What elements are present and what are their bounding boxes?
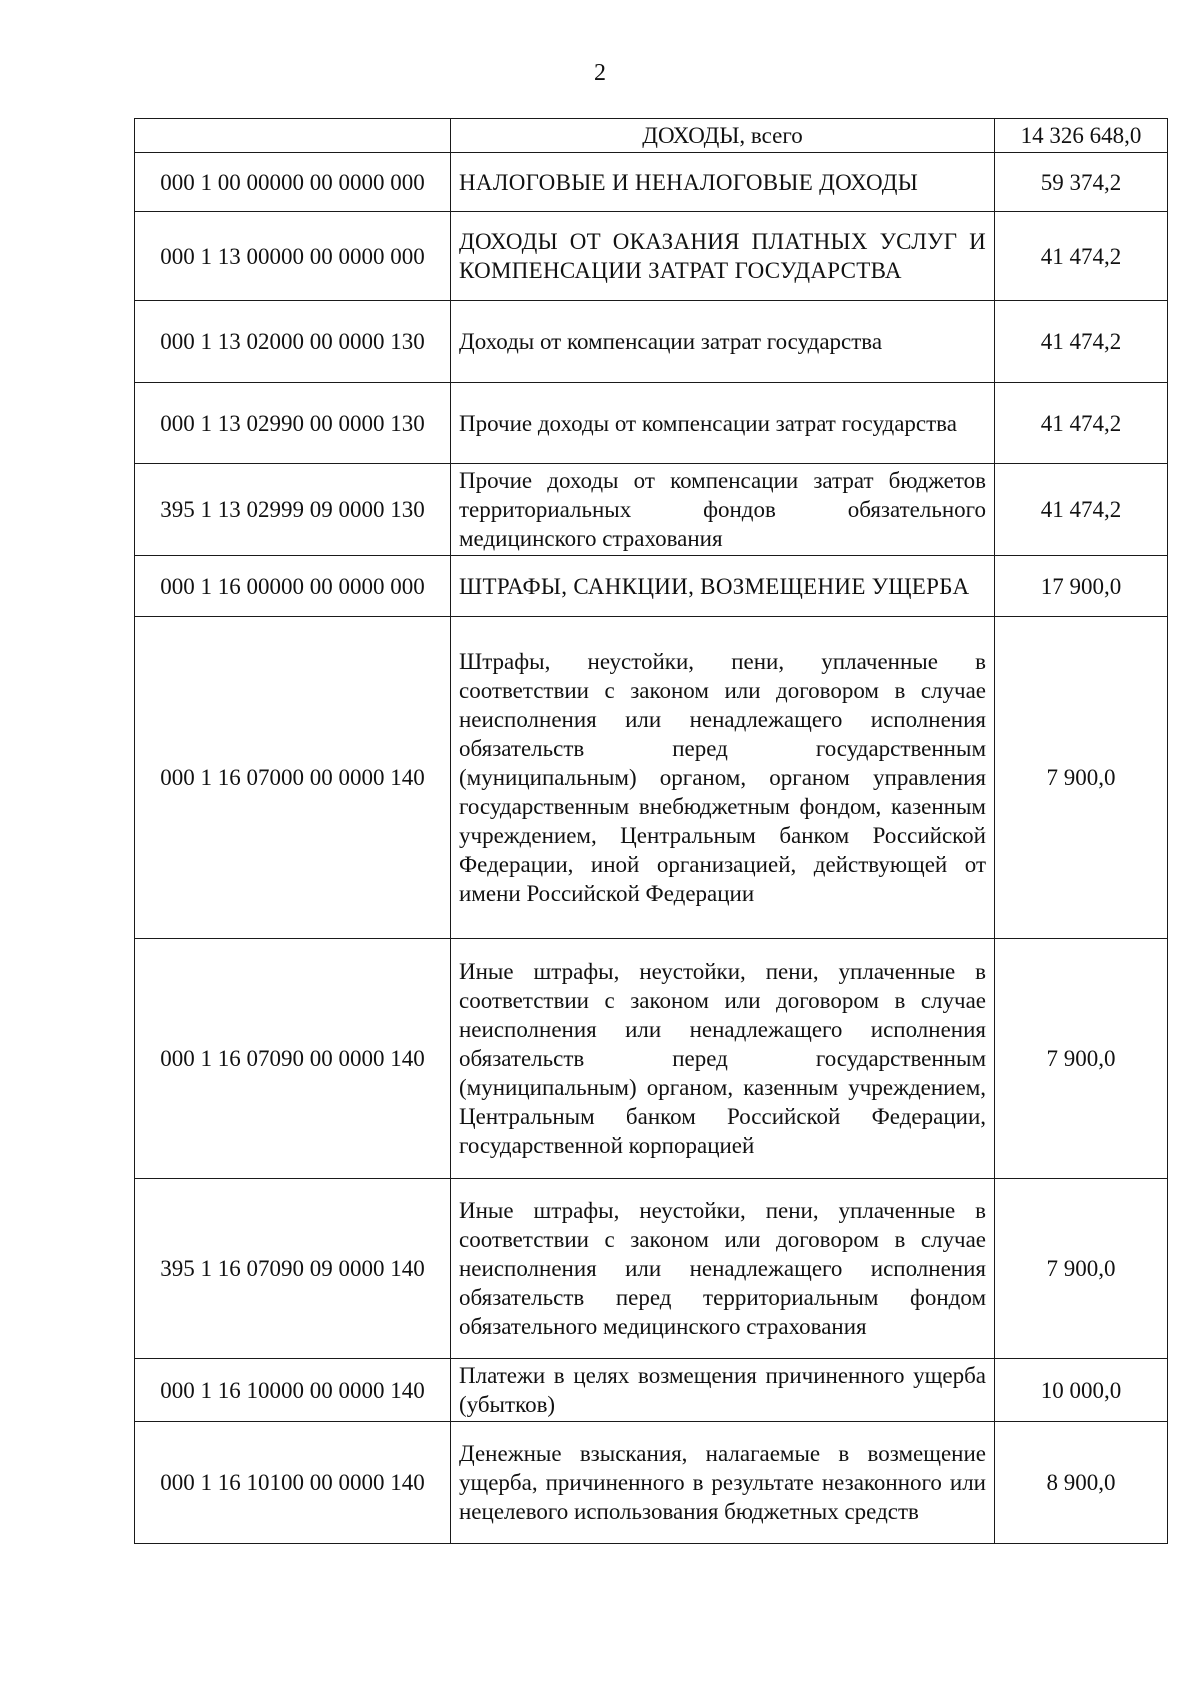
table-row (135, 556, 1168, 617)
table-cell-code: 000 1 16 07090 00 0000 140 (135, 939, 451, 1179)
table-cell-name: ДОХОДЫ ОТ ОКАЗАНИЯ ПЛАТНЫХ УСЛУГ И КОМПЕНСАЦИИ ЗАТРАТ ГОСУДАРСТВА (451, 212, 995, 301)
table-cell-amount: 10 000,0 (995, 1359, 1168, 1422)
table-cell-code: 000 1 13 00000 00 0000 000 (135, 212, 451, 301)
table-cell-name: Прочие доходы от компенсации затрат бюджетов территориальных фондов обязательного медицинского страхования (451, 464, 995, 556)
table-cell-code: 000 1 16 10000 00 0000 140 (135, 1359, 451, 1422)
table-cell-code: 000 1 13 02000 00 0000 130 (135, 301, 451, 383)
table-cell-name: ДОХОДЫ, всего (451, 119, 995, 153)
table-cell-amount: 7 900,0 (995, 939, 1168, 1179)
table-cell-name: НАЛОГОВЫЕ И НЕНАЛОГОВЫЕ ДОХОДЫ (451, 153, 995, 212)
table-row (135, 301, 1168, 383)
table-cell-amount: 41 474,2 (995, 212, 1168, 301)
table-cell-amount: 59 374,2 (995, 153, 1168, 212)
table-cell-code: 395 1 16 07090 09 0000 140 (135, 1179, 451, 1359)
table-cell-amount: 41 474,2 (995, 383, 1168, 464)
table-row (135, 153, 1168, 212)
table-cell-code: 000 1 13 02990 00 0000 130 (135, 383, 451, 464)
table-cell-amount: 41 474,2 (995, 464, 1168, 556)
table-row (135, 617, 1168, 939)
table-cell-amount: 17 900,0 (995, 556, 1168, 617)
table-cell-code: 000 1 16 00000 00 0000 000 (135, 556, 451, 617)
table-cell-amount: 41 474,2 (995, 301, 1168, 383)
table-cell-name: Иные штрафы, неустойки, пени, уплаченные в соответствии с законом или договором в случае неисполнения или ненадлежащего исполнения обязательств перед территориальным фондом обязательного медицинского страхования (451, 1179, 995, 1359)
table-cell-amount: 14 326 648,0 (995, 119, 1168, 153)
table-row (135, 383, 1168, 464)
table-cell-amount: 7 900,0 (995, 1179, 1168, 1359)
table-row (135, 1359, 1168, 1422)
table-cell-name: Платежи в целях возмещения причиненного ущерба (убытков) (451, 1359, 995, 1422)
page-number: 2 (594, 60, 606, 86)
table-row (135, 1179, 1168, 1359)
table-row (135, 212, 1168, 301)
table-cell-name: ШТРАФЫ, САНКЦИИ, ВОЗМЕЩЕНИЕ УЩЕРБА (451, 556, 995, 617)
table-cell-code (135, 119, 451, 153)
table-cell-code: 000 1 00 00000 00 0000 000 (135, 153, 451, 212)
table-cell-code: 000 1 16 10100 00 0000 140 (135, 1422, 451, 1544)
table-row (135, 939, 1168, 1179)
table-cell-name: Штрафы, неустойки, пени, уплаченные в соответствии с законом или договором в случае неисполнения или ненадлежащего исполнения обязательств перед государственным (муниципальным) органом, органом управления государственным внебюджетным фондом, казенным учреждением, Центральным банком Российской Федерации, иной организацией, действующей от имени Российской Федерации (451, 617, 995, 939)
table-cell-name: Доходы от компенсации затрат государства (451, 301, 995, 383)
revenue-table (134, 118, 1168, 1544)
table-cell-code: 000 1 16 07000 00 0000 140 (135, 617, 451, 939)
table-row (135, 1422, 1168, 1544)
table-cell-amount: 8 900,0 (995, 1422, 1168, 1544)
table-cell-name: Иные штрафы, неустойки, пени, уплаченные в соответствии с законом или договором в случае неисполнения или ненадлежащего исполнения обязательств перед государственным (муниципальным) органом, казенным учреждением, Центральным банком Российской Федерации, государственной корпорацией (451, 939, 995, 1179)
table-cell-amount: 7 900,0 (995, 617, 1168, 939)
table-cell-name: Прочие доходы от компенсации затрат государства (451, 383, 995, 464)
table-cell-name: Денежные взыскания, налагаемые в возмещение ущерба, причиненного в результате незаконного или нецелевого использования бюджетных средств (451, 1422, 995, 1544)
table-row (135, 464, 1168, 556)
table-cell-code: 395 1 13 02999 09 0000 130 (135, 464, 451, 556)
table-row-total (135, 119, 1168, 153)
